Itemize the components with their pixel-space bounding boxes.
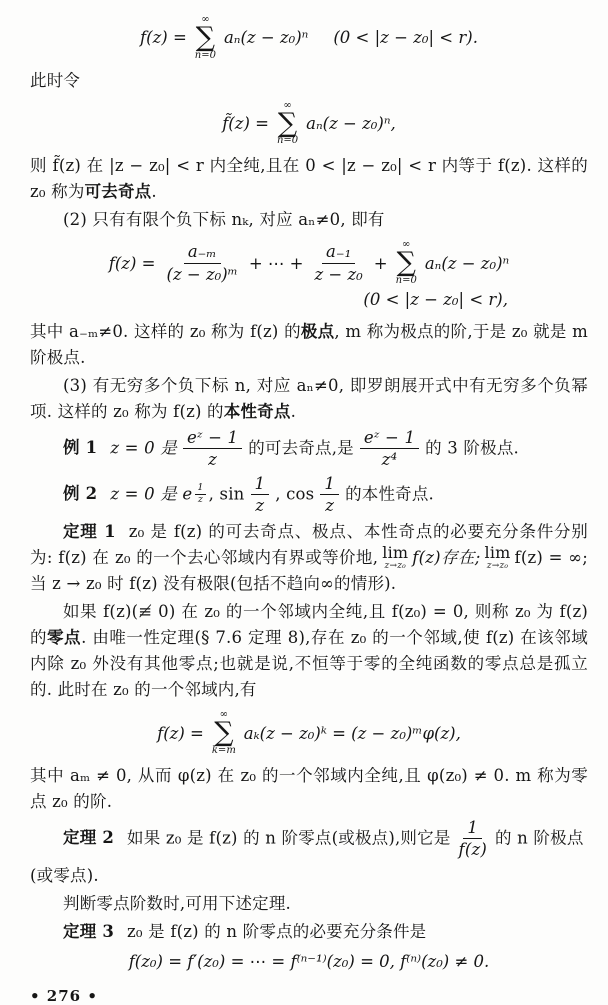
fraction-numerator: 1 (197, 482, 204, 494)
formula-term: aₙ(z − z₀)ⁿ, (306, 113, 396, 133)
keyword-zero: 零点 (47, 628, 82, 648)
text-segment: 其中 a₋ₘ≠0. 这样的 z₀ 称为 f(z) 的 (30, 321, 301, 341)
formula-condition: (0 < |z − z₀| < r), (363, 289, 508, 309)
text-segment: 如果 f(z)(≢ 0) 在 z₀ 的一个邻域内全纯,且 f(z₀) = 0, 则称 z₀ 为 f(z) 的 (30, 602, 588, 648)
formula-main-row (30, 240, 588, 286)
formula-term: aₖ(z − z₀)ᵏ = (z − z₀)ᵐφ(z), (243, 723, 461, 743)
text-segment: . 由唯一性定理(§ 7.6 定理 8),存在 z₀ 的一个邻域,使 f(z) 在该邻域内除 z₀ 外没有其他零点;也就是说,不恒等于零的全纯函数的零点总是孤立的. 此时在 z₀ 的一个邻域内,有 (30, 628, 588, 700)
sum-lower-limit: n=0 (395, 274, 417, 286)
keyword-removable-singularity: 可去奇点 (84, 182, 152, 202)
limit-operator (485, 545, 511, 571)
para-item3 (30, 373, 588, 425)
text-segment: z = 0 是 e (110, 484, 193, 504)
limit-operator (382, 545, 408, 571)
formula-lhs: f(z) = (157, 723, 204, 743)
keyword-essential-singularity: 本性奇点 (223, 401, 291, 421)
fraction-denominator: z (325, 496, 335, 516)
fraction-denominator: (z − z₀)ᵐ (166, 264, 238, 284)
fraction-one-over-fz (457, 817, 489, 861)
text-segment: z₀ 是 f(z) 的 n 阶零点的必要充分条件是 (127, 921, 427, 941)
para-order-definition: 其中 aₘ ≠ 0, 从而 φ(z) 在 z₀ 的一个邻域内全纯,且 φ(z₀) ≠ 0. m 称为零点 z₀ 的阶. (30, 765, 588, 811)
para-theorem3 (30, 919, 588, 945)
fraction-numerator: a₋₁ (322, 241, 355, 263)
summation-symbol (195, 15, 216, 61)
para-theorem1 (30, 519, 588, 598)
formula-ellipsis: + ⋯ + (248, 253, 304, 273)
formula-laurent-series (30, 15, 588, 61)
lim-subscript: z→z₀ (486, 560, 509, 571)
fraction-denominator: z − z₀ (314, 264, 363, 284)
text-segment: (3) 有无穷多个负下标 n, 对应 aₙ≠0, 即罗朗展开式中有无穷多个负幂项. 这样的 z₀ 称为 f(z) 的 (30, 375, 588, 421)
formula-derivative-condition (30, 952, 588, 971)
formula-ftilde-series (30, 101, 588, 147)
summation-symbol (396, 240, 417, 286)
text-segment: 的 3 阶极点. (425, 438, 519, 458)
fraction-ez-minus-1-over-z4 (360, 427, 419, 471)
para-removable-singularity (30, 153, 588, 205)
sum-lower-limit: k=m (211, 744, 236, 756)
fraction-one-over-z (320, 473, 339, 517)
fraction-denominator: z (255, 496, 265, 516)
text-segment: 的 n 阶极点 (495, 828, 584, 848)
plus-sign: + (373, 253, 388, 273)
formula-lhs: f̃(z) = (222, 113, 269, 133)
summation-symbol (212, 710, 236, 756)
formula-lhs: f(z) = (108, 253, 156, 273)
text-segment: 如果 z₀ 是 f(z) 的 n 阶零点(或极点),则它是 (127, 828, 451, 848)
fraction-a-minus-1 (312, 241, 364, 285)
fraction-denominator: z (197, 494, 204, 506)
sum-upper-limit: ∞ (283, 99, 292, 111)
fraction-denominator: f(z) (458, 840, 488, 860)
fraction-denominator: z⁴ (381, 450, 398, 470)
fraction-numerator: eᶻ − 1 (183, 427, 242, 449)
para-item2: (2) 只有有限个负下标 nₖ, 对应 aₙ≠0, 即有 (63, 210, 385, 230)
theorem1-label: 定理 1 (63, 521, 116, 541)
sigma-icon: ∑ (214, 717, 234, 749)
fraction-denominator: z (208, 450, 218, 470)
text-segment: 的本性奇点. (345, 484, 435, 504)
text-segment: , sin (208, 484, 245, 504)
para-zero-definition (30, 599, 588, 703)
fraction-numerator: 1 (320, 473, 339, 495)
theorem3-label: 定理 3 (63, 921, 115, 941)
sigma-icon: ∑ (195, 22, 216, 53)
theorem2-label: 定理 2 (63, 828, 115, 848)
exponent-one-over-z (195, 483, 205, 506)
fraction-one-over-z (251, 473, 270, 517)
formula-pole-expansion (30, 240, 588, 312)
lim-subscript: z→z₀ (384, 560, 406, 571)
para-intro: 此时令 (30, 70, 81, 90)
para-pole-definition (30, 319, 588, 371)
fraction-a-minus-m (165, 241, 240, 285)
lim-word: lim (484, 543, 511, 563)
example1-label: 例 1 (63, 438, 98, 458)
formula-condition: (0 < |z − z₀| < r). (333, 28, 478, 48)
sum-upper-limit: ∞ (402, 239, 411, 251)
sigma-icon: ∑ (396, 247, 416, 279)
formula-term: aₙ(z − z₀)ⁿ (424, 253, 510, 273)
formula-zero-factorization (30, 710, 588, 756)
example2-label: 例 2 (63, 484, 98, 504)
text-segment: , cos (275, 484, 315, 504)
text-segment: z₀ 是 f(z) 的可去奇点、极点、本性奇点的必要充分条件分别为: f(z) 在 z₀ 的一个去心邻域内有界或等价地, (30, 521, 588, 567)
para-theorem2-continuation: (或零点). (30, 865, 99, 885)
text-segment: f(z) = ∞; 当 z → z₀ 时 f(z) 没有极限(包括不趋向∞的情形). (30, 547, 588, 594)
text-segment: . (151, 182, 157, 202)
summation-symbol (277, 101, 298, 147)
text-segment: , m 称为极点的阶,于是 z₀ 就是 m 阶极点. (30, 321, 588, 367)
para-example1 (30, 427, 588, 471)
formula-term: aₙ(z − z₀)ⁿ (223, 28, 309, 48)
sum-upper-limit: ∞ (201, 14, 210, 25)
text-segment: z = 0 是 (110, 438, 177, 458)
fraction-numerator: 1 (251, 473, 270, 495)
para-judge-order: 判断零点阶数时,可用下述定理. (63, 893, 291, 913)
text-segment: 的可去奇点,是 (248, 438, 354, 458)
fraction-ez-minus-1-over-z (183, 427, 242, 471)
fraction-numerator: eᶻ − 1 (360, 427, 419, 449)
sum-upper-limit: ∞ (219, 709, 228, 721)
fraction-numerator: 1 (463, 817, 482, 839)
para-theorem2 (30, 817, 588, 861)
keyword-pole: 极点 (300, 321, 335, 341)
sum-lower-limit: n=0 (194, 49, 216, 61)
formula-lhs: f(z) = (140, 28, 187, 48)
text-segment: 则 f̃(z) 在 |z − z₀| < r 内全纯,且在 0 < |z − z₀| < r 内等于 f(z). 这样的 z₀ 称为 (30, 156, 588, 202)
sigma-icon: ∑ (277, 107, 298, 139)
formula-term: f(z₀) = f′(z₀) = ⋯ = f⁽ⁿ⁻¹⁾(z₀) = 0, f⁽ⁿ⁾(z₀) ≠ 0. (128, 951, 490, 971)
para-example2 (30, 473, 588, 517)
page-number: • 276 • (30, 986, 98, 1005)
lim-word: lim (382, 543, 409, 563)
text-segment: . (290, 401, 297, 421)
text-segment: f(z)存在; (412, 547, 481, 567)
sum-lower-limit: n=0 (276, 135, 299, 147)
fraction-numerator: a₋ₘ (184, 241, 221, 263)
